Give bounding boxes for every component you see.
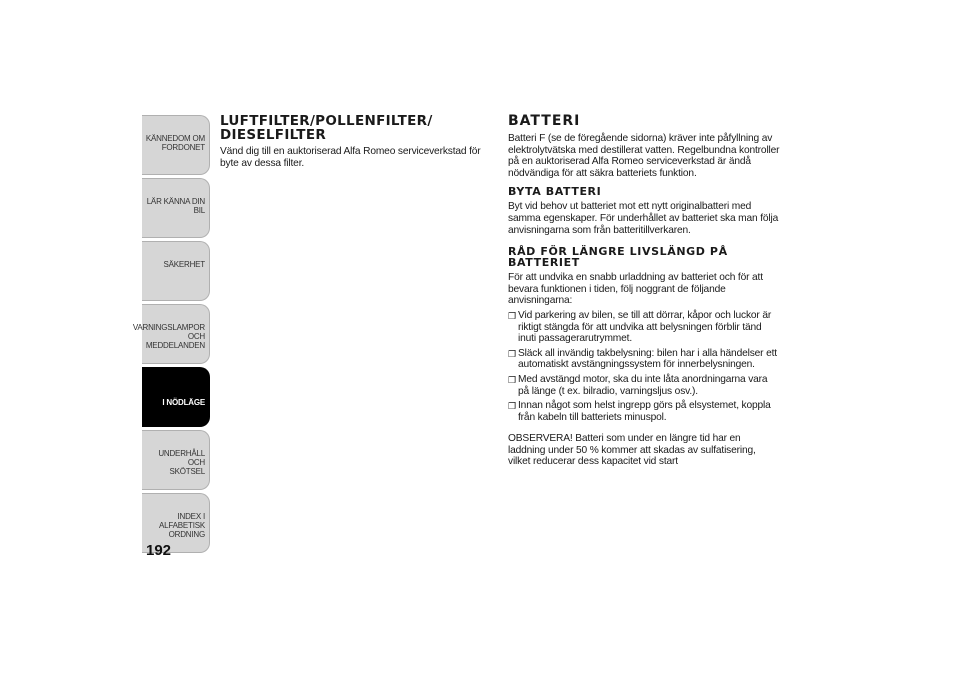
list-item: ❒ Släck all invändig takbelysning: bilen har i alla händelser ett automatiskt avstängningssystem för innerbelysningen. <box>508 347 777 371</box>
right-column <box>508 114 780 468</box>
left-column <box>220 114 488 169</box>
tab-lar-kanna-din-bil[interactable] <box>142 178 210 238</box>
battery-life-intro: För att undvika en snabb urladdning av batteriet och för att bevara funktionen i tiden, följ noggrant de följande anvisningarna: <box>508 272 763 307</box>
tab-sakerhet[interactable] <box>142 241 210 301</box>
tab-i-nodlage[interactable] <box>142 367 210 427</box>
filter-heading: LUFTFILTER/POLLENFILTER/ DIESELFILTER <box>220 113 433 143</box>
tab-label: SÄKERHET <box>163 260 205 269</box>
filter-body: Vänd dig till en auktoriserad Alfa Romeo serviceverkstad för byte av dessa filter. <box>220 146 481 169</box>
battery-note: OBSERVERA! Batteri som under en längre tid har en laddning under 50 % kommer att skadas av sulfatisering, vilket reducerar dess kapacitet vid start <box>508 433 756 468</box>
list-item: ❒ Med avstängd motor, ska du inte låta anordningarna vara på länge (t ex. bilradio, varningsljus osv.). <box>508 373 768 397</box>
checkbox-bullet-icon: ❒ <box>508 310 516 321</box>
tab-label: INDEX I ALFABETISK ORDNING <box>158 512 205 539</box>
checkbox-bullet-icon: ❒ <box>508 401 516 412</box>
battery-heading: BATTERI <box>508 113 581 129</box>
battery-intro: Batteri F (se de föregående sidorna) kräver inte påfyllning av elektrolytvätska med destillerat vatten. Regelbundna kontroller på en auktoriserad Alfa Romeo serviceverkstad är ändå nödvändiga för att säkra batteriets funktion. <box>508 133 780 179</box>
battery-tips-list <box>508 310 780 423</box>
tab-kannedom-om-fordonet[interactable] <box>142 115 210 175</box>
replace-battery-heading: BYTA BATTERI <box>508 185 602 199</box>
tab-varningslampor[interactable] <box>132 304 210 364</box>
tab-label: LÄR KÄNNA DIN BIL <box>146 197 205 215</box>
tab-label: I NÖDLÄGE <box>162 398 205 407</box>
replace-battery-body: Byt vid behov ut batteriet mot ett nytt originalbatteri med samma egenskaper. För underhållet av batteriet ska man följa anvisningarna som från batteritillverkaren. <box>508 201 779 236</box>
tab-label: VARNINGSLAMPOR OCH MEDDELANDEN <box>132 323 205 350</box>
tab-underhall-och-skotsel[interactable] <box>142 430 210 490</box>
battery-life-heading: RÅD FÖR LÄNGRE LIVSLÄNGD PÅ BATTERIET <box>508 245 728 270</box>
tab-label: UNDERHÅLL OCH SKÖTSEL <box>158 449 205 476</box>
chapter-tabs <box>132 115 210 556</box>
list-item: ❒ Innan något som helst ingrepp görs på elsystemet, koppla från kabeln till batteriets minuspol. <box>508 400 771 423</box>
page-number: 192 <box>146 542 172 559</box>
list-item: ❒ Vid parkering av bilen, se till att dörrar, kåpor och luckor är riktigt stängda för att undvika att belysningen förblir tänd inuti passagerarutrymmet. <box>508 309 772 345</box>
checkbox-bullet-icon: ❒ <box>508 374 516 385</box>
tab-label: KÄNNEDOM OM FORDONET <box>145 134 205 152</box>
checkbox-bullet-icon: ❒ <box>508 348 516 359</box>
